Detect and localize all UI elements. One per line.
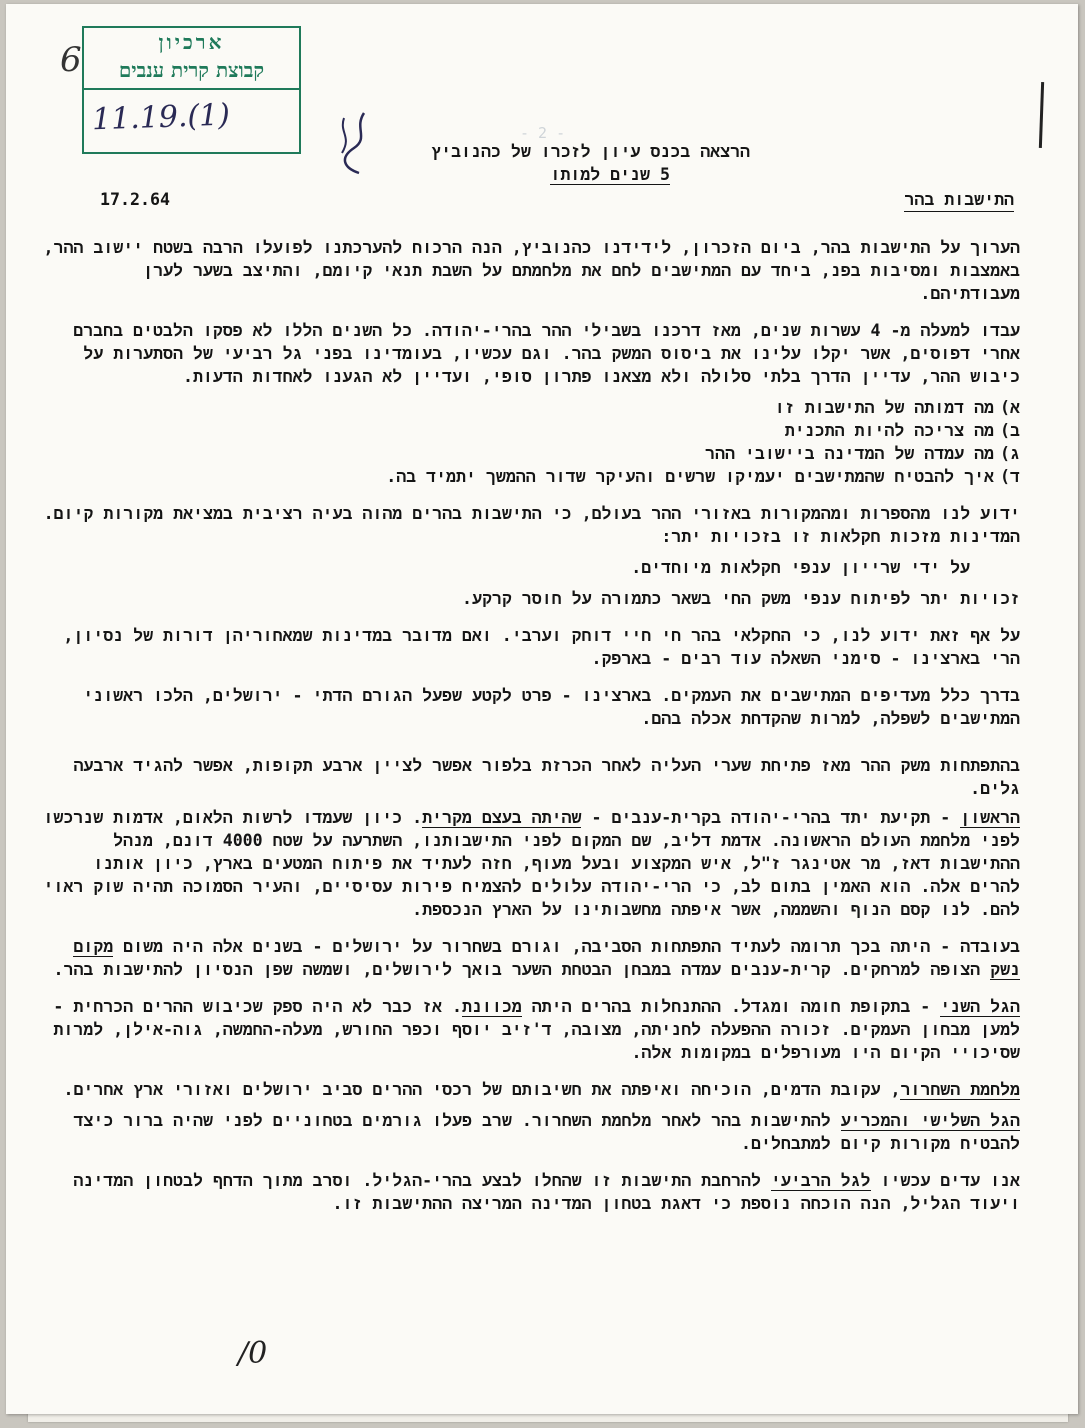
paragraph-text: - תקיעת יתד בהרי-יהודה בקרית-ענבים - (581, 808, 961, 827)
subtitle-text: 5 שנים למותו (550, 165, 670, 184)
paragraph-11 (40, 1109, 1020, 1155)
underlined-phrase: לגל הרביעי (770, 1171, 871, 1190)
stamp-org: קבוצת קרית ענבים (84, 58, 299, 90)
section-heading: הגל השני (940, 997, 1020, 1016)
paragraph-5: בדרך כלל מעדיפים המתישבים את העמקים. בארצינו - פרט לקטע שפעל הגורם הדתי - ירושלים, הלכו ראשוני המתישבים לשפלה, למרות שהקדחת אכלה בהם. (83, 686, 1020, 728)
list-text: מה דמותה של התישבות זו (774, 398, 994, 417)
paragraph-3: ידוע לנו מהספרות ומהמקורות באזורי ההר בעולם, כי התישבות בהרים מהוה בעיה רציבית במציאת מקורות קיום. המדינות מזכות חקלאות זו בזכויות יתר: (43, 504, 1020, 546)
list-item (40, 465, 1020, 488)
list-label: ב) (1000, 421, 1020, 440)
paragraph-4: על אף זאת ידוע לנו, כי החקלאי בהר חי חיי דוחק וערבי. ואם מדובר במדינות שמאחוריהן דורות של נסיון, הרי בארצינו - סימני השאלה עוד רבים - בארפק. (63, 626, 1020, 668)
document-date: 17.2.64 (100, 190, 170, 209)
list-text: מה צריכה להיות התכנית (784, 421, 994, 440)
list-text: איך להבטיח שהמתישבים יעמיקו שרשים והעיקר שדור ההמשך יתמיד בה. (386, 467, 994, 486)
list-label: ג) (1000, 444, 1020, 463)
paragraph-10 (40, 1078, 1020, 1101)
paragraph-8 (40, 935, 1020, 981)
stamp-reference: 11.19.(1) (91, 97, 231, 138)
paragraph-text: להרחבת התישבות זו שהחלו לבצע בהרי-הגליל. וסרב מתוך הדחף לבטחון המדינה ויעוד הגליל, הנה הוכחה נוספת כי דאגת בטחון המדינה המריצה ההתישבות זו. (73, 1171, 1020, 1213)
underlined-phrase: מקום נשק (73, 937, 1020, 979)
paragraph-2: עבדו למעלה מ- 4 עשרות שנים, מאז דרכנו בשבילי ההר בהרי-יהודה. כל השנים הללו לא פסקו הלבטים בחברם אחרי דפוסים, אשר יקלו עלינו את ביסוס המשק בהר. וגם עכשיו, בעומדינו בפני גל רביעי של הסתערות על כיבוש ההר, עדיין הדרך בלתי סלולה ולא מצאנו פתרון סופי, ועדיין לא הגענו לאחדות הדעות. (73, 321, 1020, 386)
handwritten-page-number: /0 (238, 1336, 268, 1371)
section-heading: הגל השלישי והמכריע (840, 1111, 1020, 1130)
paragraph-9 (40, 995, 1020, 1064)
paragraph-3b: על ידי שרייון ענפי חקלאות מיוחדים. (631, 558, 970, 577)
list-label: ד) (1000, 467, 1020, 486)
paragraph-text: . כיון שעמדו לרשות הלאום, אדמות שנרכשו לפני מלחמת העולם הראשונה. אדמת דליב, שם המקום לפני התישבותנו, השתרעה על שטח 4000 דונם, מנהל ההתישבות דאז, מר אטינגר ז"ל, איש המקצוע ובעל מעוף, חזה לעתיד את פיתוח המטעים בארץ, כיון אותנו להרים אלה. הוא האמין בתום לב, כי הרי-יהודה עלולים להצמיח פירות עסיסיים, והעיר הסמוכה תהיה שוק ראוי להם. לנו קסם הנוף והשממה, אשר איפתה מחשבותינו על הארץ הנכספת. (43, 808, 1020, 919)
list-label: א) (1000, 398, 1020, 417)
underlined-phrase: מכוונת (461, 997, 522, 1016)
paragraph-text: , עקובת הדמים, הוכיחה ואיפתה את חשיבותם של רכסי ההרים סביב ירושלים ואזורי ארץ אחרים. (63, 1080, 901, 1099)
document-subtitle (40, 163, 670, 186)
paragraph-text: . אז כבר לא היה ספק שכיבוש ההרים הכרחית - למען מבחון העמקים. זכורה ההפעלה לחניתה, מצובה, ד'זיב יוסף וכפר החורש, מעלה-החמשה, גוה-אילן, למרות שסיכויי הקיום היו מעורפלים במקומות אלה. (53, 997, 1020, 1062)
paragraph-12 (40, 1169, 1020, 1215)
document-topic: התישבות בהר (904, 188, 1014, 212)
stamp-title: ארכיון (158, 30, 225, 54)
topic-date-row (40, 188, 1020, 212)
paragraph-3c: זכויות יתר לפיתוח ענפי משק החי בשאר כתמורה על חוסר קרקע. (462, 589, 1020, 608)
list-text: מה עמדה של המדינה ביישובי ההר (705, 444, 994, 463)
paragraph-7 (40, 806, 1020, 921)
paragraph-text: אנו עדים עכשיו (870, 1171, 1020, 1190)
paragraph-text: בעובדה - היתה בכך תרומה לעתיד התפתחות הסביבה, וגורם בשחרור על ירושלים - בשנים אלה היה משום (113, 937, 1020, 956)
bleed-through-text: - 2 - (520, 124, 566, 142)
question-list (40, 396, 1020, 488)
paragraph-text: - בתקופת חומה ומגדל. ההתנחלות בהרים היתה (521, 997, 941, 1016)
paragraph-text: הצופה למרחקים. קרית-ענבים עמדה במבחן הבטחת השער בואך לירושלים, ושמשה שפן הנסיון להתישבות בהר. (53, 960, 991, 979)
letter-body (40, 140, 1020, 1215)
paragraph-6: בהתפתחות משק ההר מאז פתיחת שערי העליה לאחר הכרזת בלפור אפשר לציין ארבע תקופות, אפשר להגיד ארבעה גלים. (73, 756, 1020, 798)
list-item (40, 419, 1020, 442)
paragraph-text: להתישבות בהר לאחר מלחמת השחרור. שרב פעלו גורמים בטחוניים לפני שהיה ברור כיצד להבטיח מקורות קיום למתבחלים. (73, 1111, 1020, 1153)
underlined-phrase: שהיתה בעצם מקרית (422, 808, 582, 827)
list-item (40, 442, 1020, 465)
list-item (40, 396, 1020, 419)
archive-stamp (82, 26, 301, 154)
section-heading: מלחמת השחרור (900, 1080, 1020, 1099)
section-heading: הראשון (960, 808, 1020, 827)
paragraph-1: הערוך על התישבות בהר, ביום הזכרון, לידידנו כהנוביץ, הנה הרכוח להערכתנו לפועלו הרבה בשטח יישוב ההר, באמצבות ומסיבות בפנ, ביחד עם המתישבים לחם את מלחמתם על השבת תנאי קיומם, והתיצב בשער לערן מעבודתיהם. (43, 238, 1020, 303)
handwritten-mark: 6 (60, 40, 82, 80)
document-title: הרצאה בכנס עיון לזכרו של כהנוביץ (431, 142, 750, 161)
